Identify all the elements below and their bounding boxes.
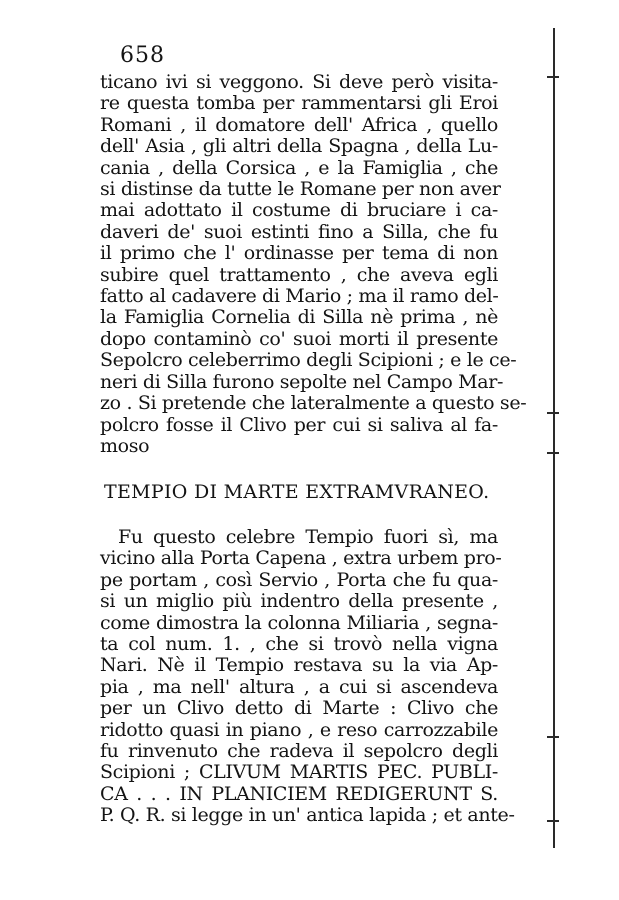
text-line: daveri de' suoi estinti fino a Silla, che fu <box>100 220 498 243</box>
text-line: fu rinvenuto che radeva il sepolcro degli <box>100 740 498 763</box>
text-line: P. Q. R. si legge in un' antica lapida ; et ante- <box>100 804 515 827</box>
text-line: cania , della Corsica , e la Famiglia , che <box>100 156 498 179</box>
text-line: si un miglio più indentro della presente , <box>100 590 498 613</box>
text-line: ticano ivi si veggono. Si deve però visita- <box>100 71 498 93</box>
text-line: neri di Silla furono sepolte nel Campo Mar- <box>100 370 504 393</box>
text-line: pia , ma nell' altura , a cui si ascendeva <box>100 675 498 698</box>
text-line: zo . Si pretende che lateralmente a questo se- <box>100 392 527 415</box>
text-line: fatto al cadavere di Mario ; ma il ramo del- <box>100 285 499 308</box>
margin-tick <box>547 452 559 454</box>
text-line: dell' Asia , gli altri della Spagna , della Lu- <box>100 135 498 158</box>
paragraph-tempio <box>100 526 515 827</box>
margin-rule <box>553 28 555 848</box>
text-line: il primo che l' ordinasse per tema di non <box>100 242 498 265</box>
text-line: per un Clivo detto di Marte : Clivo che <box>100 697 498 720</box>
text-line: subire quel trattamento , che aveva egli <box>100 263 498 286</box>
text-line: moso <box>100 434 150 457</box>
margin-tick <box>547 820 559 822</box>
margin-tick <box>547 76 559 78</box>
text-line: ridotto quasi in piano , e reso carrozzabile <box>100 718 498 741</box>
margin-tick <box>547 736 559 738</box>
text-line: re questa tomba per rammentarsi gli Eroi <box>100 92 498 115</box>
text-line: polcro fosse il Clivo per cui si saliva al fa- <box>100 413 498 436</box>
text-line: CA . . . IN PLANICIEM REDIGERUNT S. <box>100 782 498 805</box>
text-line: Sepolcro celeberrimo degli Scipioni ; e le ce- <box>100 349 517 372</box>
text-line: la Famiglia Cornelia di Silla nè prima , nè <box>100 306 498 329</box>
page-number: 658 <box>120 43 165 68</box>
paragraph-continuation <box>100 71 527 457</box>
text-line: vicino alla Porta Capena , extra urbem pro- <box>100 547 502 570</box>
text-line: Romani , il domatore dell' Africa , quello <box>100 113 498 136</box>
text-line: ta col num. 1. , che si trovò nella vigna <box>100 633 498 656</box>
text-line: pe portam , così Servio , Porta che fu qua- <box>100 568 498 591</box>
text-line: Fu questo celebre Tempio fuori sì, ma <box>118 526 498 548</box>
text-line: Nari. Nè il Tempio restava su la via Ap- <box>100 654 498 677</box>
text-line: dopo contaminò co' suoi morti il presente <box>100 327 498 350</box>
section-heading: TEMPIO DI MARTE EXTRAMVRANEO. <box>104 481 490 503</box>
text-line: come dimostra la colonna Miliaria , segna- <box>100 611 498 634</box>
text-line: mai adottato il costume di bruciare i ca- <box>100 199 498 222</box>
text-line: Scipioni ; CLIVUM MARTIS PEC. PUBLI- <box>100 761 498 784</box>
margin-tick <box>547 412 559 414</box>
text-line: si distinse da tutte le Romane per non aver <box>100 178 501 201</box>
